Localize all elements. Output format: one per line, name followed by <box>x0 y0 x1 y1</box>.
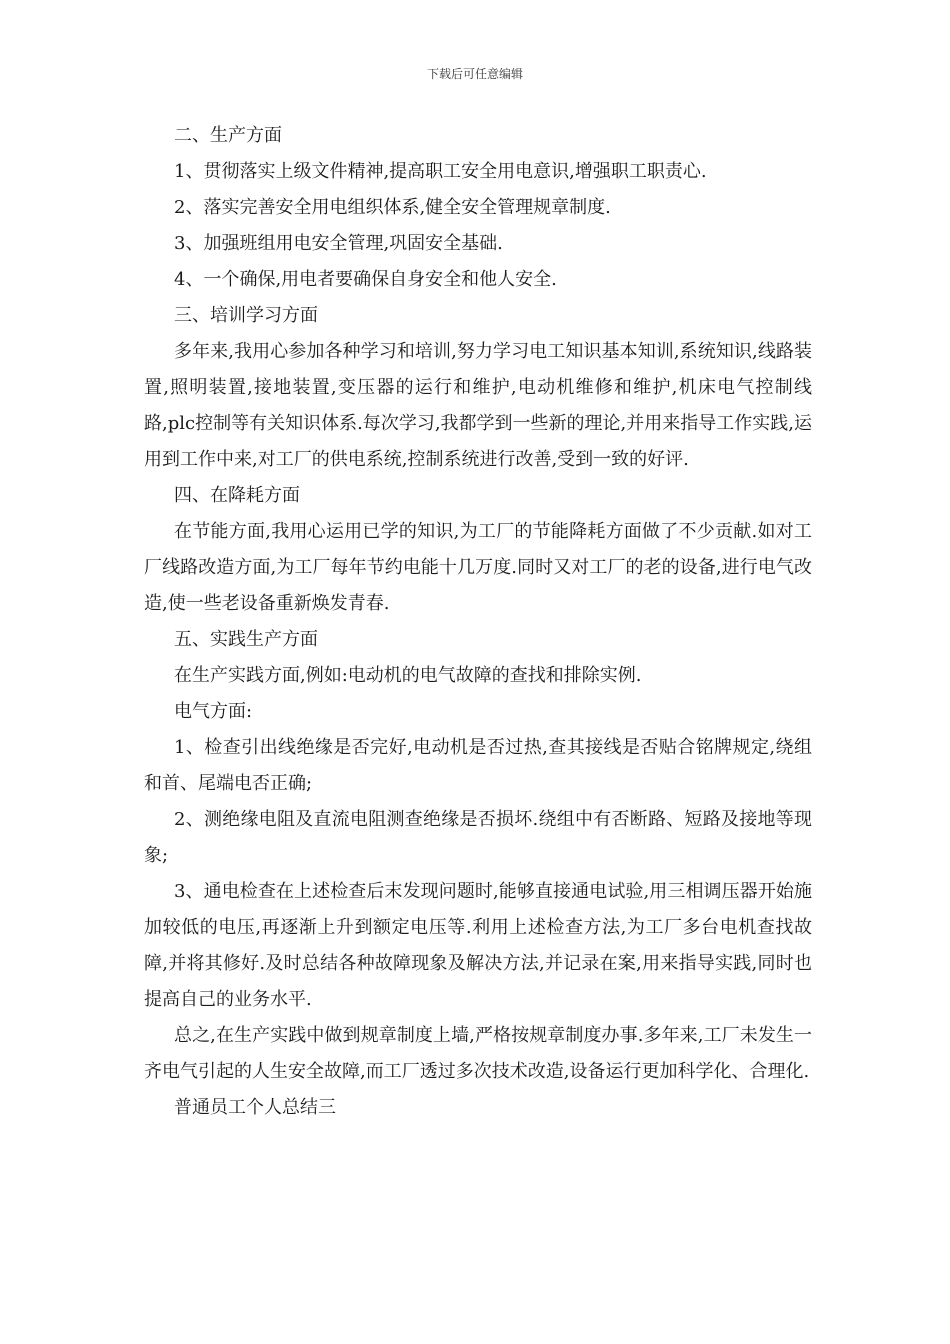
paragraph-conclusion: 总之,在生产实践中做到规章制度上墙,严格按规章制度办事.多年来,工厂未发生一齐电气引起的人生安全故障,而工厂透过多次技术改造,设备运行更加科学化、合理化. <box>144 1025 812 1082</box>
section-heading-practice: 五、实践生产方面 <box>174 629 318 650</box>
section-heading-production: 二、生产方面 <box>174 125 282 146</box>
next-section-title: 普通员工个人总结三 <box>174 1097 336 1118</box>
paragraph-practice-intro: 在生产实践方面,例如:电动机的电气故障的查找和排除实例. <box>174 665 642 686</box>
paragraph-energy: 在节能方面,我用心运用已学的知识,为工厂的节能降耗方面做了不少贡献.如对工厂线路改造方面,为工厂每年节约电能十几万度.同时又对工厂的老的设备,进行电气改造,使一些老设备重新焕发青春. <box>144 521 812 614</box>
electrical-step-3: 3、通电检查在上述检查后末发现问题时,能够直接通电试验,用三相调压器开始施加较低的电压,再逐渐上升到额定电压等.利用上述检查方法,为工厂多台电机查找故障,并将其修好.及时总结各种故障现象及解决方法,并记录在案,用来指导实践,同时也提高自己的业务水平. <box>144 881 812 1010</box>
section-heading-energy: 四、在降耗方面 <box>174 485 300 506</box>
electrical-step-1: 1、检查引出线绝缘是否完好,电动机是否过热,查其接线是否贴合铭牌规定,绕组和首、尾端电否正确; <box>144 737 812 794</box>
list-item-4: 4、一个确保,用电者要确保自身安全和他人安全. <box>174 269 557 290</box>
section-heading-training: 三、培训学习方面 <box>174 305 318 326</box>
paragraph-training: 多年来,我用心参加各种学习和培训,努力学习电工知识基本知训,系统知识,线路装置,照明装置,接地装置,变压器的运行和维护,电动机维修和维护,机床电气控制线路,plc控制等有关知识体系.每次学习,我都学到一些新的理论,并用来指导工作实践,运用到工作中来,对工厂的供电系统,控制系统进行改善,受到一致的好评. <box>144 341 812 470</box>
list-item-1: 1、贯彻落实上级文件精神,提高职工安全用电意识,增强职工职责心. <box>174 161 707 182</box>
electrical-step-2: 2、测绝缘电阻及直流电阻测查绝缘是否损坏.绕组中有否断路、短路及接地等现象; <box>144 809 812 866</box>
document-body <box>144 118 812 1126</box>
subheading-electrical: 电气方面: <box>174 701 253 722</box>
page-header: 下载后可任意编辑 <box>426 67 523 81</box>
list-item-2: 2、落实完善安全用电组织体系,健全安全管理规章制度. <box>174 197 611 218</box>
list-item-3: 3、加强班组用电安全管理,巩固安全基础. <box>174 233 503 254</box>
